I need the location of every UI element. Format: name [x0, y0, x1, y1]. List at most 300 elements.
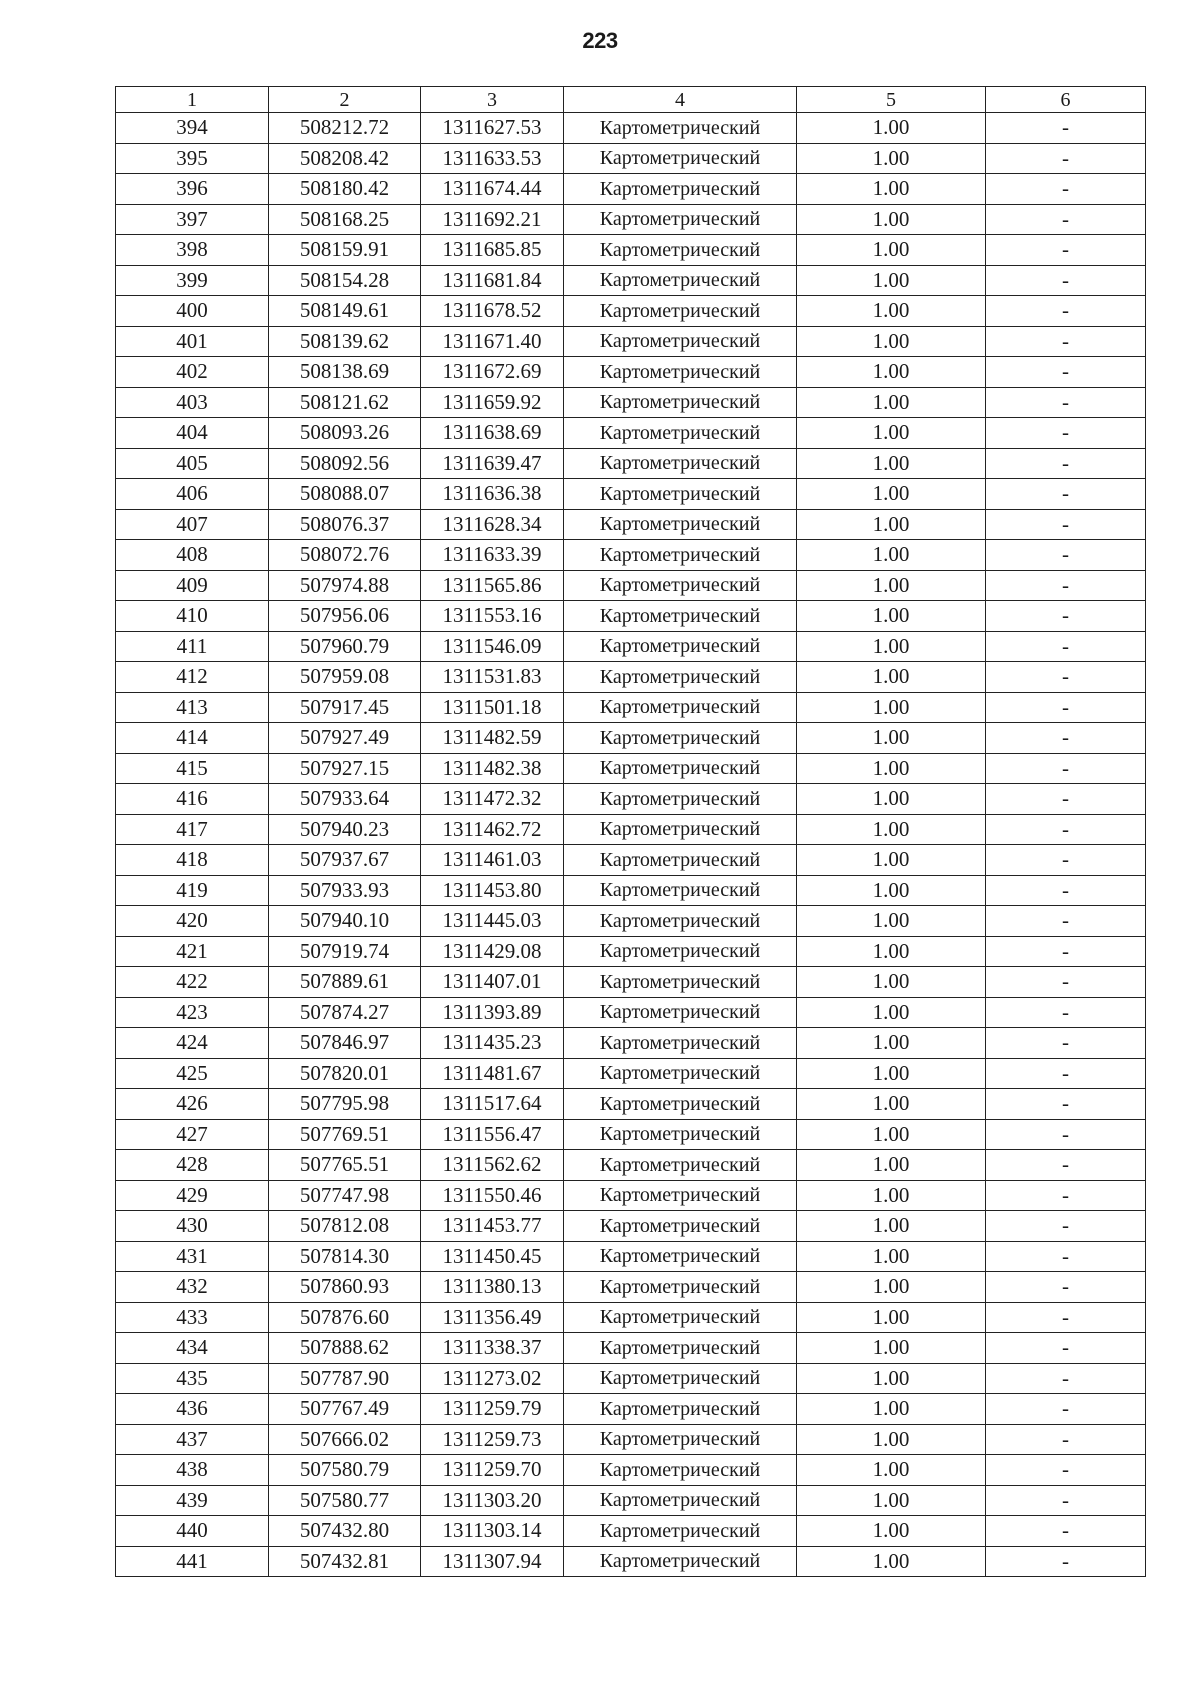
accuracy-cell: 1.00	[797, 601, 986, 632]
accuracy-cell: 1.00	[797, 662, 986, 693]
point-number-cell: 408	[116, 540, 269, 571]
y-coordinate-cell: 1311482.59	[421, 723, 564, 754]
header-cell-1: 1	[116, 87, 269, 113]
accuracy-cell: 1.00	[797, 1058, 986, 1089]
point-number-cell: 438	[116, 1455, 269, 1486]
y-coordinate-cell: 1311435.23	[421, 1028, 564, 1059]
accuracy-cell: 1.00	[797, 845, 986, 876]
table-row	[116, 1089, 1146, 1120]
x-coordinate-cell: 508180.42	[269, 174, 421, 205]
table-row	[116, 387, 1146, 418]
method-cell: Картометрический	[564, 479, 797, 510]
table-row	[116, 784, 1146, 815]
y-coordinate-cell: 1311303.20	[421, 1485, 564, 1516]
accuracy-cell: 1.00	[797, 235, 986, 266]
x-coordinate-cell: 507940.10	[269, 906, 421, 937]
method-cell: Картометрический	[564, 570, 797, 601]
table-row	[116, 357, 1146, 388]
point-number-cell: 412	[116, 662, 269, 693]
method-cell: Картометрический	[564, 692, 797, 723]
x-coordinate-cell: 507820.01	[269, 1058, 421, 1089]
point-number-cell: 413	[116, 692, 269, 723]
point-number-cell: 415	[116, 753, 269, 784]
table-row	[116, 509, 1146, 540]
point-number-cell: 430	[116, 1211, 269, 1242]
table-row	[116, 906, 1146, 937]
method-cell: Картометрический	[564, 631, 797, 662]
note-cell: -	[986, 1241, 1146, 1272]
y-coordinate-cell: 1311380.13	[421, 1272, 564, 1303]
accuracy-cell: 1.00	[797, 113, 986, 144]
method-cell: Картометрический	[564, 174, 797, 205]
table-row	[116, 143, 1146, 174]
x-coordinate-cell: 508092.56	[269, 448, 421, 479]
point-number-cell: 422	[116, 967, 269, 998]
y-coordinate-cell: 1311550.46	[421, 1180, 564, 1211]
table-row	[116, 1485, 1146, 1516]
table-row	[116, 1180, 1146, 1211]
table-row	[116, 662, 1146, 693]
point-number-cell: 395	[116, 143, 269, 174]
table-row	[116, 1516, 1146, 1547]
table-row	[116, 1333, 1146, 1364]
accuracy-cell: 1.00	[797, 1241, 986, 1272]
table-row	[116, 326, 1146, 357]
accuracy-cell: 1.00	[797, 1272, 986, 1303]
accuracy-cell: 1.00	[797, 1424, 986, 1455]
accuracy-cell: 1.00	[797, 1119, 986, 1150]
y-coordinate-cell: 1311453.77	[421, 1211, 564, 1242]
accuracy-cell: 1.00	[797, 753, 986, 784]
note-cell: -	[986, 814, 1146, 845]
point-number-cell: 406	[116, 479, 269, 510]
accuracy-cell: 1.00	[797, 1485, 986, 1516]
x-coordinate-cell: 508212.72	[269, 113, 421, 144]
x-coordinate-cell: 507937.67	[269, 845, 421, 876]
point-number-cell: 420	[116, 906, 269, 937]
accuracy-cell: 1.00	[797, 967, 986, 998]
accuracy-cell: 1.00	[797, 875, 986, 906]
header-cell-6: 6	[986, 87, 1146, 113]
table-row	[116, 418, 1146, 449]
point-number-cell: 429	[116, 1180, 269, 1211]
y-coordinate-cell: 1311681.84	[421, 265, 564, 296]
method-cell: Картометрический	[564, 997, 797, 1028]
table-header	[116, 87, 1146, 113]
method-cell: Картометрический	[564, 1150, 797, 1181]
x-coordinate-cell: 507432.81	[269, 1546, 421, 1577]
x-coordinate-cell: 507888.62	[269, 1333, 421, 1364]
x-coordinate-cell: 507747.98	[269, 1180, 421, 1211]
point-number-cell: 440	[116, 1516, 269, 1547]
y-coordinate-cell: 1311636.38	[421, 479, 564, 510]
point-number-cell: 400	[116, 296, 269, 327]
note-cell: -	[986, 601, 1146, 632]
accuracy-cell: 1.00	[797, 814, 986, 845]
accuracy-cell: 1.00	[797, 1546, 986, 1577]
note-cell: -	[986, 1058, 1146, 1089]
note-cell: -	[986, 1546, 1146, 1577]
point-number-cell: 401	[116, 326, 269, 357]
x-coordinate-cell: 507919.74	[269, 936, 421, 967]
accuracy-cell: 1.00	[797, 265, 986, 296]
y-coordinate-cell: 1311659.92	[421, 387, 564, 418]
x-coordinate-cell: 508139.62	[269, 326, 421, 357]
note-cell: -	[986, 784, 1146, 815]
accuracy-cell: 1.00	[797, 1211, 986, 1242]
y-coordinate-cell: 1311627.53	[421, 113, 564, 144]
table-row	[116, 631, 1146, 662]
accuracy-cell: 1.00	[797, 326, 986, 357]
table-row	[116, 875, 1146, 906]
y-coordinate-cell: 1311407.01	[421, 967, 564, 998]
accuracy-cell: 1.00	[797, 1333, 986, 1364]
y-coordinate-cell: 1311562.62	[421, 1150, 564, 1181]
method-cell: Картометрический	[564, 387, 797, 418]
point-number-cell: 435	[116, 1363, 269, 1394]
x-coordinate-cell: 507974.88	[269, 570, 421, 601]
note-cell: -	[986, 326, 1146, 357]
accuracy-cell: 1.00	[797, 997, 986, 1028]
x-coordinate-cell: 507846.97	[269, 1028, 421, 1059]
point-number-cell: 428	[116, 1150, 269, 1181]
table-row	[116, 1546, 1146, 1577]
x-coordinate-cell: 507933.93	[269, 875, 421, 906]
point-number-cell: 416	[116, 784, 269, 815]
point-number-cell: 404	[116, 418, 269, 449]
accuracy-cell: 1.00	[797, 570, 986, 601]
accuracy-cell: 1.00	[797, 448, 986, 479]
point-number-cell: 419	[116, 875, 269, 906]
point-number-cell: 424	[116, 1028, 269, 1059]
table-row	[116, 936, 1146, 967]
accuracy-cell: 1.00	[797, 631, 986, 662]
point-number-cell: 431	[116, 1241, 269, 1272]
accuracy-cell: 1.00	[797, 509, 986, 540]
point-number-cell: 423	[116, 997, 269, 1028]
method-cell: Картометрический	[564, 723, 797, 754]
method-cell: Картометрический	[564, 601, 797, 632]
note-cell: -	[986, 1394, 1146, 1425]
accuracy-cell: 1.00	[797, 906, 986, 937]
accuracy-cell: 1.00	[797, 1302, 986, 1333]
point-number-cell: 402	[116, 357, 269, 388]
note-cell: -	[986, 1089, 1146, 1120]
table-row	[116, 570, 1146, 601]
method-cell: Картометрический	[564, 509, 797, 540]
point-number-cell: 399	[116, 265, 269, 296]
table-body	[116, 113, 1146, 1577]
x-coordinate-cell: 508121.62	[269, 387, 421, 418]
accuracy-cell: 1.00	[797, 174, 986, 205]
y-coordinate-cell: 1311628.34	[421, 509, 564, 540]
y-coordinate-cell: 1311481.67	[421, 1058, 564, 1089]
point-number-cell: 405	[116, 448, 269, 479]
y-coordinate-cell: 1311638.69	[421, 418, 564, 449]
note-cell: -	[986, 357, 1146, 388]
table-row	[116, 1028, 1146, 1059]
x-coordinate-cell: 507432.80	[269, 1516, 421, 1547]
accuracy-cell: 1.00	[797, 387, 986, 418]
method-cell: Картометрический	[564, 1089, 797, 1120]
method-cell: Картометрический	[564, 814, 797, 845]
table-row	[116, 174, 1146, 205]
table-row	[116, 1150, 1146, 1181]
x-coordinate-cell: 507812.08	[269, 1211, 421, 1242]
y-coordinate-cell: 1311462.72	[421, 814, 564, 845]
y-coordinate-cell: 1311672.69	[421, 357, 564, 388]
point-number-cell: 407	[116, 509, 269, 540]
page-number: 223	[582, 28, 618, 53]
point-number-cell: 398	[116, 235, 269, 266]
method-cell: Картометрический	[564, 753, 797, 784]
note-cell: -	[986, 723, 1146, 754]
y-coordinate-cell: 1311531.83	[421, 662, 564, 693]
x-coordinate-cell: 507795.98	[269, 1089, 421, 1120]
point-number-cell: 403	[116, 387, 269, 418]
note-cell: -	[986, 753, 1146, 784]
table-row	[116, 1272, 1146, 1303]
x-coordinate-cell: 507787.90	[269, 1363, 421, 1394]
y-coordinate-cell: 1311639.47	[421, 448, 564, 479]
x-coordinate-cell: 507956.06	[269, 601, 421, 632]
note-cell: -	[986, 1180, 1146, 1211]
y-coordinate-cell: 1311501.18	[421, 692, 564, 723]
method-cell: Картометрический	[564, 113, 797, 144]
accuracy-cell: 1.00	[797, 1180, 986, 1211]
x-coordinate-cell: 507940.23	[269, 814, 421, 845]
point-number-cell: 396	[116, 174, 269, 205]
table-row	[116, 997, 1146, 1028]
note-cell: -	[986, 1302, 1146, 1333]
note-cell: -	[986, 265, 1146, 296]
note-cell: -	[986, 631, 1146, 662]
note-cell: -	[986, 936, 1146, 967]
note-cell: -	[986, 1455, 1146, 1486]
x-coordinate-cell: 507814.30	[269, 1241, 421, 1272]
x-coordinate-cell: 507927.49	[269, 723, 421, 754]
x-coordinate-cell: 508093.26	[269, 418, 421, 449]
y-coordinate-cell: 1311453.80	[421, 875, 564, 906]
x-coordinate-cell: 507959.08	[269, 662, 421, 693]
y-coordinate-cell: 1311338.37	[421, 1333, 564, 1364]
accuracy-cell: 1.00	[797, 1028, 986, 1059]
accuracy-cell: 1.00	[797, 1455, 986, 1486]
table-row	[116, 692, 1146, 723]
y-coordinate-cell: 1311259.70	[421, 1455, 564, 1486]
method-cell: Картометрический	[564, 1028, 797, 1059]
note-cell: -	[986, 1028, 1146, 1059]
method-cell: Картометрический	[564, 1394, 797, 1425]
note-cell: -	[986, 1485, 1146, 1516]
x-coordinate-cell: 507767.49	[269, 1394, 421, 1425]
x-coordinate-cell: 507860.93	[269, 1272, 421, 1303]
table-row	[116, 540, 1146, 571]
y-coordinate-cell: 1311445.03	[421, 906, 564, 937]
x-coordinate-cell: 507769.51	[269, 1119, 421, 1150]
method-cell: Картометрический	[564, 357, 797, 388]
method-cell: Картометрический	[564, 1180, 797, 1211]
accuracy-cell: 1.00	[797, 723, 986, 754]
note-cell: -	[986, 1119, 1146, 1150]
table-row	[116, 113, 1146, 144]
table-row	[116, 723, 1146, 754]
note-cell: -	[986, 1424, 1146, 1455]
table-row	[116, 1302, 1146, 1333]
point-number-cell: 410	[116, 601, 269, 632]
x-coordinate-cell: 508149.61	[269, 296, 421, 327]
x-coordinate-cell: 507876.60	[269, 1302, 421, 1333]
method-cell: Картометрический	[564, 1363, 797, 1394]
method-cell: Картометрический	[564, 1302, 797, 1333]
y-coordinate-cell: 1311429.08	[421, 936, 564, 967]
table-row	[116, 601, 1146, 632]
method-cell: Картометрический	[564, 204, 797, 235]
y-coordinate-cell: 1311674.44	[421, 174, 564, 205]
point-number-cell: 421	[116, 936, 269, 967]
x-coordinate-cell: 507666.02	[269, 1424, 421, 1455]
x-coordinate-cell: 508208.42	[269, 143, 421, 174]
table-row	[116, 1119, 1146, 1150]
method-cell: Картометрический	[564, 1241, 797, 1272]
table-row	[116, 967, 1146, 998]
method-cell: Картометрический	[564, 1333, 797, 1364]
point-number-cell: 433	[116, 1302, 269, 1333]
header-cell-3: 3	[421, 87, 564, 113]
point-number-cell: 409	[116, 570, 269, 601]
accuracy-cell: 1.00	[797, 1150, 986, 1181]
point-number-cell: 414	[116, 723, 269, 754]
y-coordinate-cell: 1311303.14	[421, 1516, 564, 1547]
point-number-cell: 427	[116, 1119, 269, 1150]
x-coordinate-cell: 508154.28	[269, 265, 421, 296]
note-cell: -	[986, 845, 1146, 876]
note-cell: -	[986, 113, 1146, 144]
note-cell: -	[986, 479, 1146, 510]
method-cell: Картометрический	[564, 1058, 797, 1089]
table-row	[116, 235, 1146, 266]
method-cell: Картометрический	[564, 1516, 797, 1547]
method-cell: Картометрический	[564, 662, 797, 693]
note-cell: -	[986, 1333, 1146, 1364]
method-cell: Картометрический	[564, 1546, 797, 1577]
table-row	[116, 1363, 1146, 1394]
method-cell: Картометрический	[564, 265, 797, 296]
method-cell: Картометрический	[564, 967, 797, 998]
accuracy-cell: 1.00	[797, 784, 986, 815]
y-coordinate-cell: 1311633.53	[421, 143, 564, 174]
y-coordinate-cell: 1311450.45	[421, 1241, 564, 1272]
x-coordinate-cell: 507889.61	[269, 967, 421, 998]
y-coordinate-cell: 1311678.52	[421, 296, 564, 327]
accuracy-cell: 1.00	[797, 936, 986, 967]
x-coordinate-cell: 507765.51	[269, 1150, 421, 1181]
x-coordinate-cell: 507927.15	[269, 753, 421, 784]
note-cell: -	[986, 997, 1146, 1028]
y-coordinate-cell: 1311259.79	[421, 1394, 564, 1425]
y-coordinate-cell: 1311546.09	[421, 631, 564, 662]
note-cell: -	[986, 875, 1146, 906]
header-row	[116, 87, 1146, 113]
note-cell: -	[986, 1211, 1146, 1242]
header-cell-5: 5	[797, 87, 986, 113]
note-cell: -	[986, 1150, 1146, 1181]
note-cell: -	[986, 174, 1146, 205]
table-row	[116, 296, 1146, 327]
note-cell: -	[986, 235, 1146, 266]
note-cell: -	[986, 1516, 1146, 1547]
y-coordinate-cell: 1311259.73	[421, 1424, 564, 1455]
y-coordinate-cell: 1311633.39	[421, 540, 564, 571]
y-coordinate-cell: 1311482.38	[421, 753, 564, 784]
note-cell: -	[986, 448, 1146, 479]
point-number-cell: 437	[116, 1424, 269, 1455]
note-cell: -	[986, 662, 1146, 693]
note-cell: -	[986, 906, 1146, 937]
method-cell: Картометрический	[564, 906, 797, 937]
table-row	[116, 265, 1146, 296]
accuracy-cell: 1.00	[797, 1089, 986, 1120]
method-cell: Картометрический	[564, 235, 797, 266]
table-row	[116, 479, 1146, 510]
x-coordinate-cell: 508088.07	[269, 479, 421, 510]
table-row	[116, 1211, 1146, 1242]
y-coordinate-cell: 1311556.47	[421, 1119, 564, 1150]
method-cell: Картометрический	[564, 1424, 797, 1455]
x-coordinate-cell: 507933.64	[269, 784, 421, 815]
x-coordinate-cell: 508072.76	[269, 540, 421, 571]
y-coordinate-cell: 1311565.86	[421, 570, 564, 601]
point-number-cell: 425	[116, 1058, 269, 1089]
accuracy-cell: 1.00	[797, 540, 986, 571]
accuracy-cell: 1.00	[797, 296, 986, 327]
note-cell: -	[986, 509, 1146, 540]
y-coordinate-cell: 1311685.85	[421, 235, 564, 266]
method-cell: Картометрический	[564, 448, 797, 479]
method-cell: Картометрический	[564, 326, 797, 357]
table-row	[116, 1058, 1146, 1089]
y-coordinate-cell: 1311553.16	[421, 601, 564, 632]
point-number-cell: 394	[116, 113, 269, 144]
y-coordinate-cell: 1311356.49	[421, 1302, 564, 1333]
method-cell: Картометрический	[564, 875, 797, 906]
x-coordinate-cell: 507917.45	[269, 692, 421, 723]
x-coordinate-cell: 507874.27	[269, 997, 421, 1028]
method-cell: Картометрический	[564, 1119, 797, 1150]
y-coordinate-cell: 1311307.94	[421, 1546, 564, 1577]
accuracy-cell: 1.00	[797, 479, 986, 510]
method-cell: Картометрический	[564, 1455, 797, 1486]
table-row	[116, 204, 1146, 235]
y-coordinate-cell: 1311461.03	[421, 845, 564, 876]
header-cell-2: 2	[269, 87, 421, 113]
point-number-cell: 439	[116, 1485, 269, 1516]
y-coordinate-cell: 1311393.89	[421, 997, 564, 1028]
method-cell: Картометрический	[564, 1272, 797, 1303]
x-coordinate-cell: 507580.79	[269, 1455, 421, 1486]
accuracy-cell: 1.00	[797, 692, 986, 723]
note-cell: -	[986, 692, 1146, 723]
y-coordinate-cell: 1311472.32	[421, 784, 564, 815]
x-coordinate-cell: 508138.69	[269, 357, 421, 388]
point-number-cell: 436	[116, 1394, 269, 1425]
note-cell: -	[986, 387, 1146, 418]
y-coordinate-cell: 1311517.64	[421, 1089, 564, 1120]
table-row	[116, 1424, 1146, 1455]
point-number-cell: 418	[116, 845, 269, 876]
note-cell: -	[986, 967, 1146, 998]
note-cell: -	[986, 570, 1146, 601]
